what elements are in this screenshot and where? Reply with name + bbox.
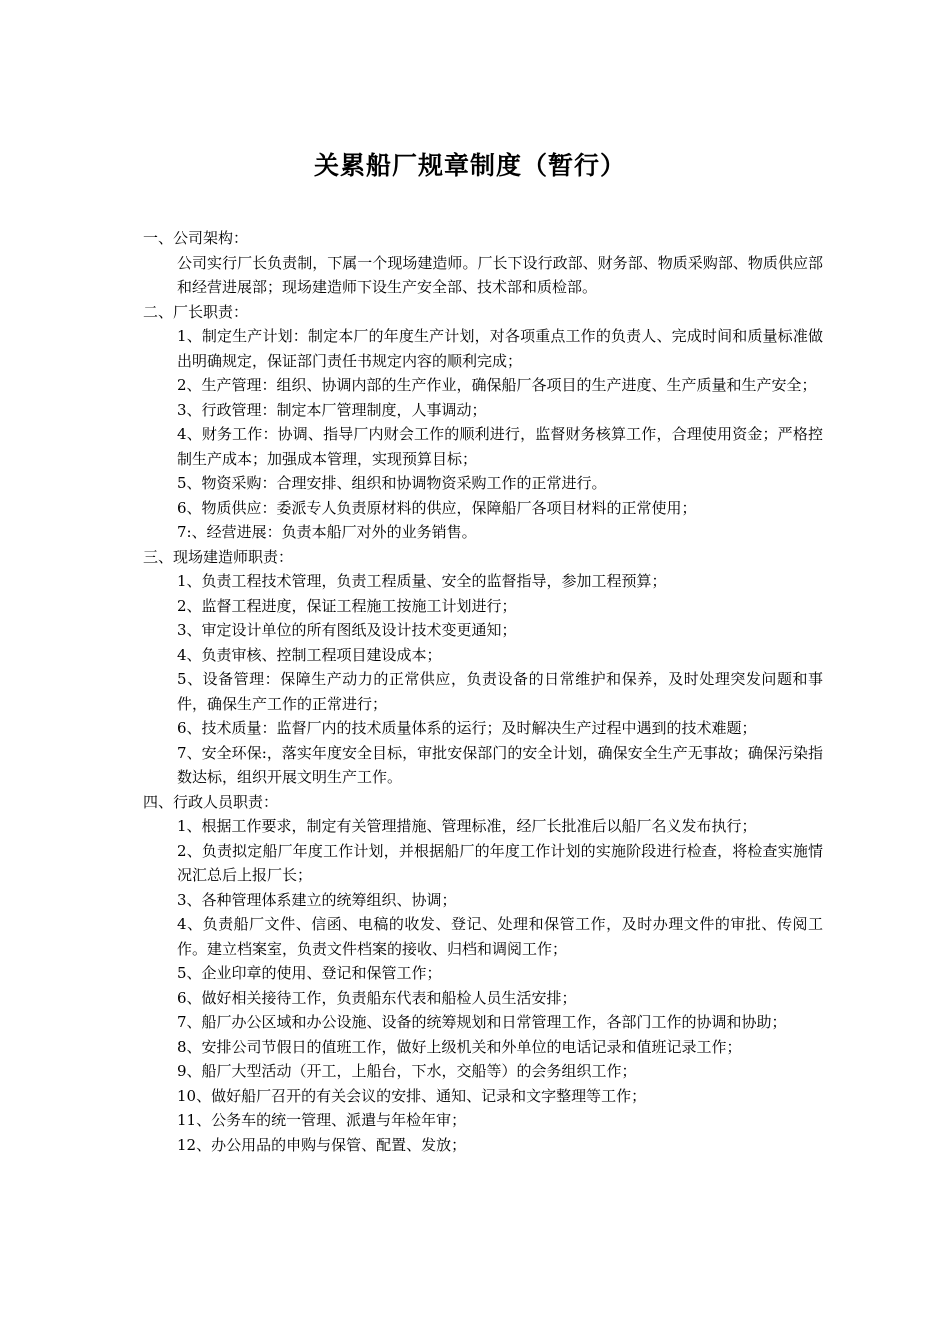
- list-item: 7:、经营进展：负责本船厂对外的业务销售。: [177, 523, 477, 541]
- list-item: 7、船厂办公区域和办公设施、设备的统筹规划和日常管理工作，各部门工作的协调和协助；: [177, 1013, 787, 1031]
- list-item: 5、物资采购：合理安排、组织和协调物资采购工作的正常进行。: [177, 474, 607, 492]
- list-item: 7、安全环保:，落实年度安全目标，审批安保部门的安全计划，确保安全生产无事故；确保污染指数达标，组织开展文明生产工作。: [177, 743, 823, 786]
- list-item: 5、企业印章的使用、登记和保管工作；: [177, 964, 442, 982]
- section-heading: 二、厂长职责：: [143, 302, 249, 321]
- section-heading: 一、公司架构：: [143, 229, 249, 247]
- list-item: 6、做好相关接待工作，负责船东代表和船检人员生活安排；: [177, 988, 577, 1007]
- list-item: 12、办公用品的申购与保管、配置、发放；: [177, 1135, 467, 1154]
- list-item: 2、负责拟定船厂年度工作计划，并根据船厂的年度工作计划的实施阶段进行检查，将检查实施情况汇总后上报厂长；: [177, 841, 823, 884]
- list-item: 3、行政管理：制定本厂管理制度，人事调动；: [177, 400, 487, 419]
- section-heading: 三、现场建造师职责：: [143, 547, 294, 566]
- list-item: 1、负责工程技术管理，负责工程质量、安全的监督指导，参加工程预算；: [177, 572, 667, 590]
- document-title: 关累船厂规章制度（暂行）: [313, 150, 626, 180]
- list-item: 4、财务工作：协调、指导厂内财会工作的顺利进行，监督财务核算工作，合理使用资金；严格控制生产成本；加强成本管理，实现预算目标；: [177, 425, 823, 468]
- list-item: 8、安排公司节假日的值班工作，做好上级机关和外单位的电话记录和值班记录工作；: [177, 1037, 742, 1056]
- list-item: 3、审定设计单位的所有图纸及设计技术变更通知；: [177, 621, 517, 639]
- list-item: 3、各种管理体系建立的统筹组织、协调；: [177, 890, 457, 909]
- section-paragraph: 公司实行厂长负责制，下属一个现场建造师。厂长下设行政部、财务部、物质采购部、物质供应部和经营进展部；现场建造师下设生产安全部、技术部和质检部。: [177, 253, 823, 296]
- list-item: 1、制定生产计划：制定本厂的年度生产计划，对各项重点工作的负责人、完成时间和质量标准做出明确规定，保证部门责任书规定内容的顺利完成；: [177, 327, 823, 370]
- section-heading: 四、行政人员职责：: [143, 792, 279, 811]
- list-item: 4、负责船厂文件、信函、电稿的收发、登记、处理和保管工作，及时办理文件的审批、传阅工作。建立档案室，负责文件档案的接收、归档和调阅工作；: [177, 915, 823, 958]
- list-item: 1、根据工作要求，制定有关管理措施、管理标准，经厂长批准后以船厂名义发布执行；: [177, 817, 757, 835]
- list-item: 11、公务车的统一管理、派遣与年检年审；: [177, 1111, 467, 1129]
- list-item: 2、生产管理：组织、协调内部的生产作业，确保船厂各项目的生产进度、生产质量和生产安全；: [177, 376, 817, 394]
- list-item: 4、负责审核、控制工程项目建设成本；: [177, 645, 442, 664]
- document-body: [143, 226, 823, 1157]
- section-site-builder-duties: [143, 545, 823, 790]
- list-item: 6、物质供应：委派专人负责原材料的供应，保障船厂各项目材料的正常使用；: [177, 498, 697, 517]
- section-admin-duties: [143, 790, 823, 1158]
- list-item: 2、监督工程进度，保证工程施工按施工计划进行；: [177, 596, 517, 615]
- list-item: 10、做好船厂召开的有关会议的安排、通知、记录和文字整理等工作；: [177, 1086, 647, 1105]
- section-director-duties: [143, 300, 823, 545]
- section-company-structure: [143, 226, 823, 300]
- list-item: 9、船厂大型活动（开工，上船台，下水，交船等）的会务组织工作；: [177, 1062, 637, 1080]
- list-item: 6、技术质量：监督厂内的技术质量体系的运行；及时解决生产过程中遇到的技术难题；: [177, 719, 757, 737]
- list-item: 5、设备管理：保障生产动力的正常供应，负责设备的日常维护和保养，及时处理突发问题和事件，确保生产工作的正常进行；: [177, 670, 823, 713]
